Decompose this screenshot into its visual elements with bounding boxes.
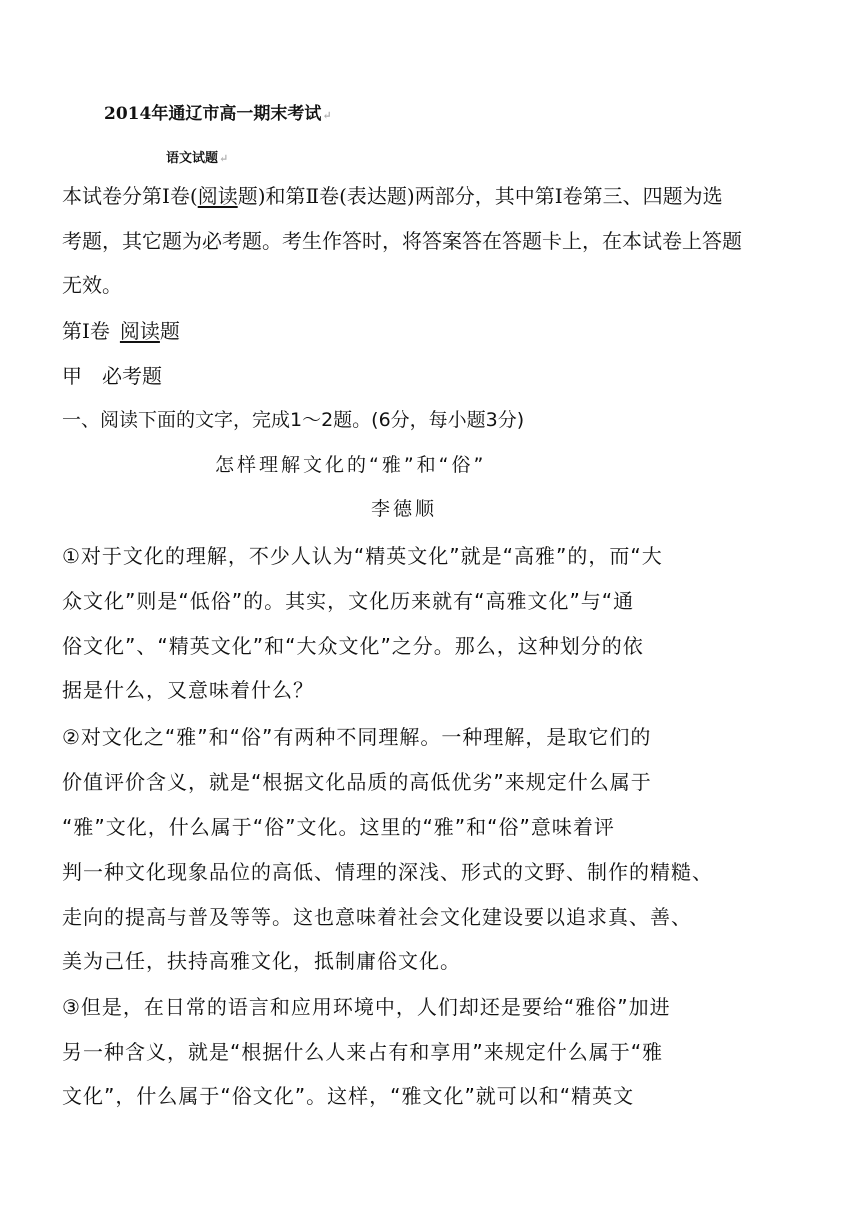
article-line: ①对于文化的理解，不少人认为“精英文化”就是“高雅”的，而“大: [62, 544, 663, 568]
article-line: 另一种含义，就是“根据什么人来占有和享用”来规定什么属于“雅: [62, 1040, 664, 1064]
intro-text: 本试卷分第Ⅰ卷(: [62, 184, 198, 208]
article-line: 文化”，什么属于“俗文化”。这样，“雅文化”就可以和“精英文: [62, 1084, 635, 1108]
article-line: 众文化”则是“低俗”的。其实，文化历来就有“高雅文化”与“通: [62, 589, 635, 613]
intro-line: [62, 186, 802, 206]
article-title: 怎样理解文化的“雅”和“俗”: [215, 454, 487, 476]
section-label: 第Ⅰ卷: [62, 319, 110, 343]
intro-text: 题)和第Ⅱ卷(表达题)两部分，其中第Ⅰ卷第三、四题为选: [237, 184, 723, 208]
article-line: 俗文化”、“精英文化”和“大众文化”之分。那么，这种划分的依: [62, 634, 644, 658]
article-line: 美为己任，扶持高雅文化，抵制庸俗文化。: [62, 949, 461, 973]
article-line: “雅”文化，什么属于“俗”文化。这里的“雅”和“俗”意味着评: [62, 815, 615, 839]
article-line: ②对文化之“雅”和“俗”有两种不同理解。一种理解，是取它们的: [62, 725, 652, 749]
article-line: 据是什么，又意味着什么？: [62, 678, 314, 702]
section-suffix: 题: [159, 319, 180, 343]
part-heading: 甲 必考题: [62, 364, 162, 388]
paragraph-mark-icon: ↵: [322, 109, 332, 122]
reading-link[interactable]: 阅读: [197, 184, 238, 208]
question-instruction: 一、阅读下面的文字，完成1～2题。(6分，每小题3分): [62, 409, 525, 431]
article-line: 价值评价含义，就是“根据文化品质的高低优劣”来规定什么属于: [62, 770, 652, 794]
article-line: 判一种文化现象品位的高低、情理的深浅、形式的文野、制作的精糙、: [62, 860, 713, 884]
exam-subtitle: [166, 152, 228, 165]
intro-line: 无效。: [62, 273, 122, 297]
exam-title: [104, 106, 332, 123]
paragraph-mark-icon: ↵: [219, 152, 229, 165]
section-heading: [62, 321, 180, 341]
section-reading-link[interactable]: 阅读: [119, 319, 160, 343]
article-line: ③但是，在日常的语言和应用环境中，人们却还是要给“雅俗”加进: [62, 995, 671, 1019]
intro-line: 考题，其它题为必考题。考生作答时，将答案答在答题卡上，在本试卷上答题: [62, 229, 742, 253]
exam-title-text: 2014年通辽市高一期末考试: [104, 104, 322, 124]
exam-subtitle-text: 语文试题: [166, 151, 219, 166]
article-author: 李德顺: [371, 498, 438, 520]
article-line: 走向的提高与普及等等。这也意味着社会文化建设要以追求真、善、: [62, 905, 692, 929]
